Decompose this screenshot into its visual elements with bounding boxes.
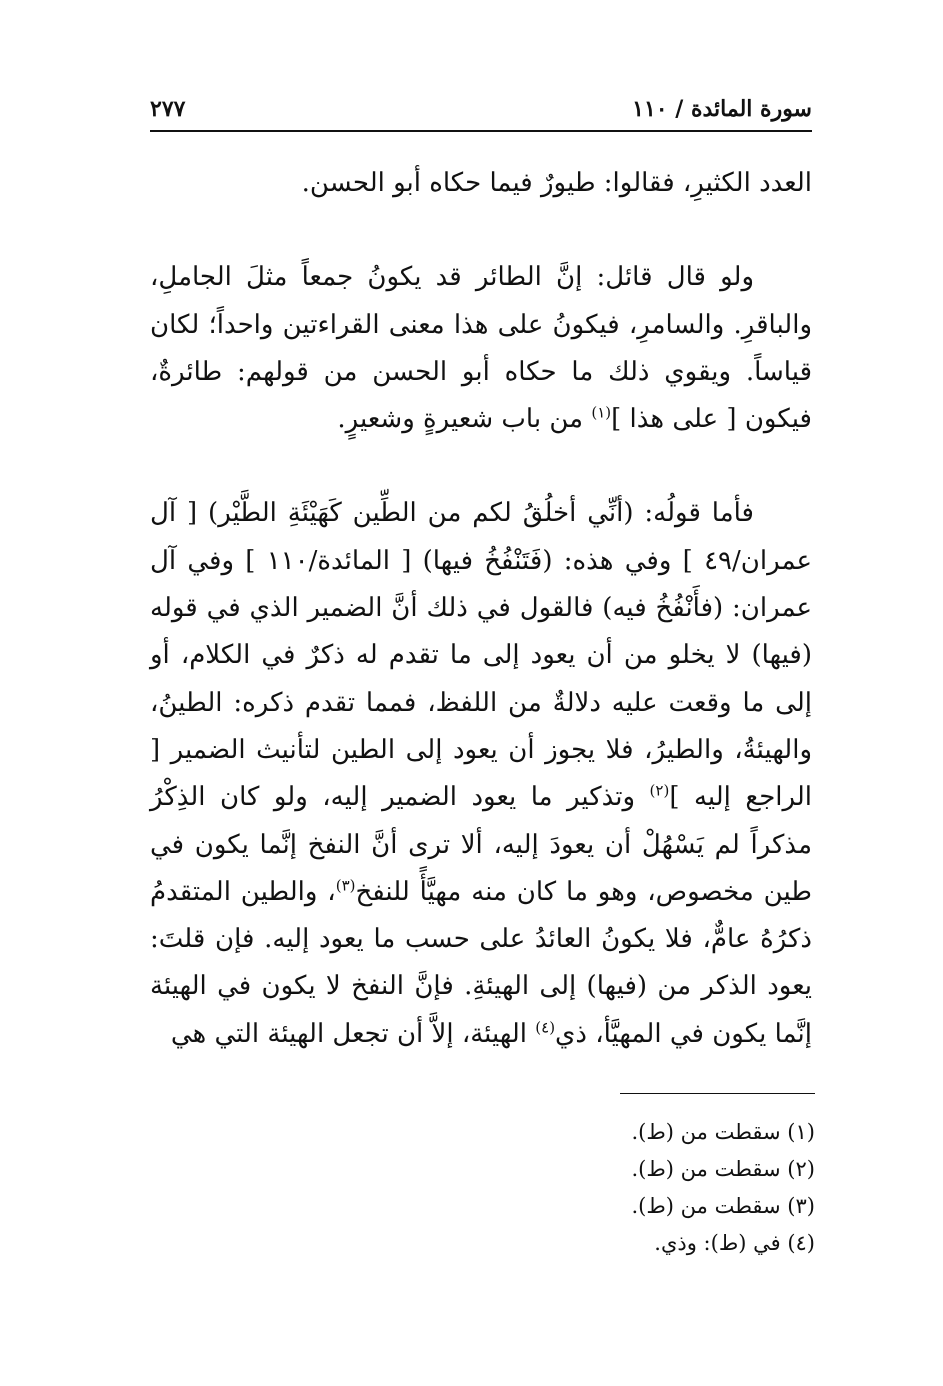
header-rule [150, 130, 812, 132]
footnote-2: (٢) سقطت من (ط). [631, 1157, 815, 1181]
footnotes [500, 1114, 815, 1262]
paragraph-text: ولو قال قائل: إنَّ الطائر قد يكونُ جمعاً مثلَ الجاملِ، والباقرِ. والسامرِ، فيكونُ على هذا معنى القراءتين واحداً؛ لكان قياساً. ويقوي ذلك ما حكاه أبو الحسن من قولهم: طائرةٌ، فيكون [ على هذا ] [150, 262, 812, 435]
footnote-3: (٣) سقطت من (ط). [631, 1194, 815, 1218]
paragraph-text: فأما قولُه: (أنِّي أخلُقُ لكم من الطِّين كَهَيْئَةِ الطَّيْر) [ آل عمران/٤٩ ] وفي هذه: (فَتَنْفُخُ فيها) [ المائدة/١١٠ ] وفي آل عمران: (فأَنْفُخُ فيه) فالقول في ذلك أنَّ الضمير الذي في قوله (فيها) لا يخلو من أن يعود إلى ما تقدم له ذكرٌ في الكلام، أو إلى ما وقعت عليه دلالةٌ من اللفظ، فمما تقدم ذكره: الطينُ، والهيئةُ، والطيرُ، فلا يجوز أن يعود إلى الطين لتأنيث الضمير [ الراجع إليه ] [150, 498, 813, 813]
page-header [150, 96, 812, 130]
footnote-ref: (٣) [335, 876, 356, 895]
running-title: سورة المائدة / ١١٠ [632, 96, 812, 122]
paragraph-text: وتذكير ما يعود الضمير إليه، ولو كان الذِكْرُ مذكراً لم يَسْهُلْ أن يعودَ إليه، ألا ترى أنَّ النفخ إنَّما يكون في طين مخصوص، وهو ما كان منه مهيَّأً للنفخ [150, 782, 812, 907]
paragraph-text: ، والطين المتقدمُ ذكرُهُ عامٌّ، فلا يكونُ العائدُ على حسب ما يعود إليه. فإن قلتَ: يعود الذكر من (فيها) إلى الهيئةِ. فإنَّ النفخ لا يكون في الهيئة إنَّما يكون في المهيَّأ، ذي [150, 876, 812, 1049]
body-text [150, 160, 812, 1058]
footnote-ref: (٢) [649, 781, 670, 800]
page-number: ٢٧٧ [150, 96, 186, 122]
paragraph-text: من باب شعيرةٍ وشعيرٍ. [337, 404, 592, 435]
footnote-ref: (٤) [535, 1018, 556, 1037]
footnote-rule [620, 1093, 815, 1094]
paragraph-text: الهيئة، إلاَّ أن تجعل الهيئة التي هي [170, 1018, 536, 1049]
paragraph-3 [150, 490, 812, 1058]
paragraph-2 [150, 254, 812, 443]
footnote-4: (٤) في (ط): وذي. [654, 1231, 815, 1255]
footnote-1: (١) سقطت من (ط). [631, 1120, 815, 1144]
paragraph-1 [150, 160, 812, 207]
footnote-ref: (١) [591, 403, 612, 422]
paragraph-text: العدد الكثيرِ، فقالوا: طيورٌ فيما حكاه أبو الحسن. [301, 168, 812, 198]
